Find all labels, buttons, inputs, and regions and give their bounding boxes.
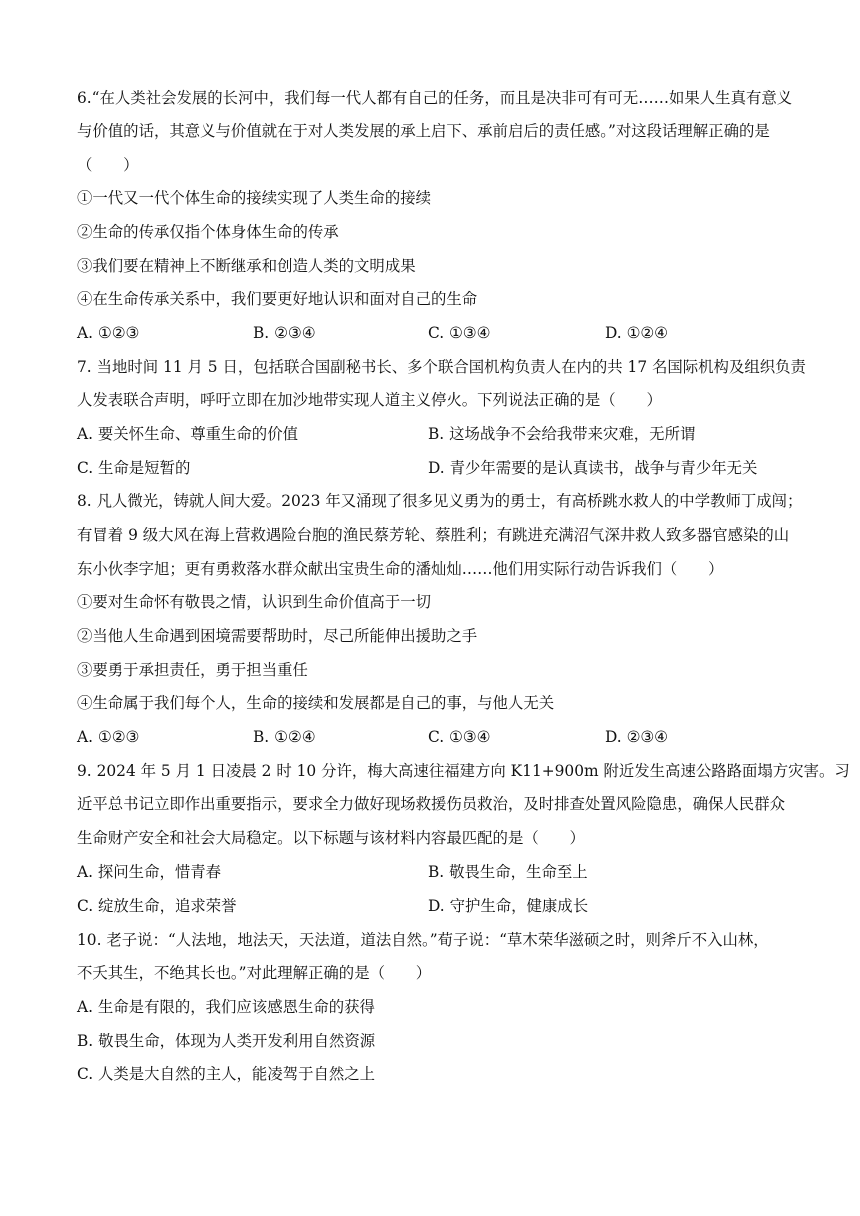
question-8-item-3: ③要勇于承担责任，勇于担当重任	[77, 661, 308, 679]
question-9-stem-line-1: 9. 2024 年 5 月 1 日凌晨 2 时 10 分许，梅大高速往福建方向 K11+900m 附近发生高速公路路面塌方灾害。习	[77, 762, 850, 780]
question-6-item-3: ③我们要在精神上不断继承和创造人类的文明成果	[77, 257, 416, 275]
question-8-item-4: ④生命属于我们每个人，生命的接续和发展都是自己的事，与他人无关	[77, 694, 555, 712]
question-9-option-b: B. 敬畏生命，生命至上	[428, 863, 588, 881]
question-6-item-4: ④在生命传承关系中，我们要更好地认识和面对自己的生命	[77, 290, 478, 308]
question-8-stem-line-1: 8. 凡人微光，铸就人间大爱。2023 年又涌现了很多见义勇为的勇士，有高桥跳水救人的中学教师丁成闯；	[77, 492, 803, 510]
question-6-option-a: A. ①②③	[77, 324, 140, 342]
question-10-option-a: A. 生命是有限的，我们应该感恩生命的获得	[77, 998, 375, 1016]
question-10-option-b: B. 敬畏生命，体现为人类开发利用自然资源	[77, 1032, 376, 1050]
question-8-item-1: ①要对生命怀有敬畏之情，认识到生命价值高于一切	[77, 593, 431, 611]
question-9-option-c: C. 绽放生命，追求荣誉	[77, 897, 237, 915]
question-7-option-d: D. 青少年需要的是认真读书，战争与青少年无关	[428, 459, 758, 477]
question-7-stem-line-1: 7. 当地时间 11 月 5 日，包括联合国副秘书长、多个联合国机构负责人在内的共 17 名国际机构及组织负责	[77, 358, 806, 376]
question-6-option-d: D. ①②④	[605, 324, 668, 342]
question-6-item-2: ②生命的传承仅指个体身体生命的传承	[77, 223, 339, 241]
question-8-stem-line-3: 东小伙李字旭；更有勇救落水群众献出宝贵生命的潘灿灿……他们用实际行动告诉我们（ ）	[77, 560, 724, 578]
question-9-stem-line-2: 近平总书记立即作出重要指示，要求全力做好现场救援伤员救治，及时排查处置风险隐患，确保人民群众	[77, 795, 785, 813]
question-10-stem-line-1: 10. 老子说：“人法地，地法天，天法道，道法自然。”荀子说：“草木荣华滋硕之时，则斧斤不入山林，	[77, 931, 769, 949]
question-7-option-a: A. 要关怀生命、尊重生命的价值	[77, 425, 298, 443]
question-6-stem-line-1: 6.“在人类社会发展的长河中，我们每一代人都有自己的任务，而且是决非可有可无……如果人生真有意义	[77, 89, 793, 107]
question-8-option-a: A. ①②③	[77, 728, 140, 746]
question-6-stem-line-2: 与价值的话，其意义与价值就在于对人类发展的承上启下、承前启后的责任感。”对这段话理解正确的是	[77, 122, 770, 140]
question-9-option-d: D. 守护生命，健康成长	[428, 897, 589, 915]
question-10-stem-line-2: 不夭其生，不绝其长也。”对此理解正确的是（ ）	[77, 964, 432, 982]
question-7-option-b: B. 这场战争不会给我带来灾难，无所谓	[428, 425, 696, 443]
question-8-stem-line-2: 有冒着 9 级大风在海上营救遇险台胞的渔民蔡芳轮、蔡胜利；有跳进充满沼气深井救人致多器官感染的山	[77, 526, 790, 544]
question-10-option-c: C. 人类是大自然的主人，能凌驾于自然之上	[77, 1065, 376, 1083]
question-7-option-c: C. 生命是短暂的	[77, 459, 191, 477]
question-9-option-a: A. 探问生命，惜青春	[77, 863, 222, 881]
question-6-option-b: B. ②③④	[253, 324, 316, 342]
question-8-item-2: ②当他人生命遇到困境需要帮助时，尽己所能伸出援助之手	[77, 627, 478, 645]
question-8-option-c: C. ①③④	[428, 728, 491, 746]
question-7-stem-line-2: 人发表联合声明，呼吁立即在加沙地带实现人道主义停火。下列说法正确的是（ ）	[77, 391, 662, 409]
question-8-option-d: D. ②③④	[605, 728, 668, 746]
question-6-option-c: C. ①③④	[428, 324, 491, 342]
question-9-stem-line-3: 生命财产安全和社会大局稳定。以下标题与该材料内容最匹配的是（ ）	[77, 829, 585, 847]
question-8-option-b: B. ①②④	[253, 728, 316, 746]
question-6-item-1: ①一代又一代个体生命的接续实现了人类生命的接续	[77, 189, 431, 207]
question-6-stem-line-3: （ ）	[77, 156, 139, 174]
